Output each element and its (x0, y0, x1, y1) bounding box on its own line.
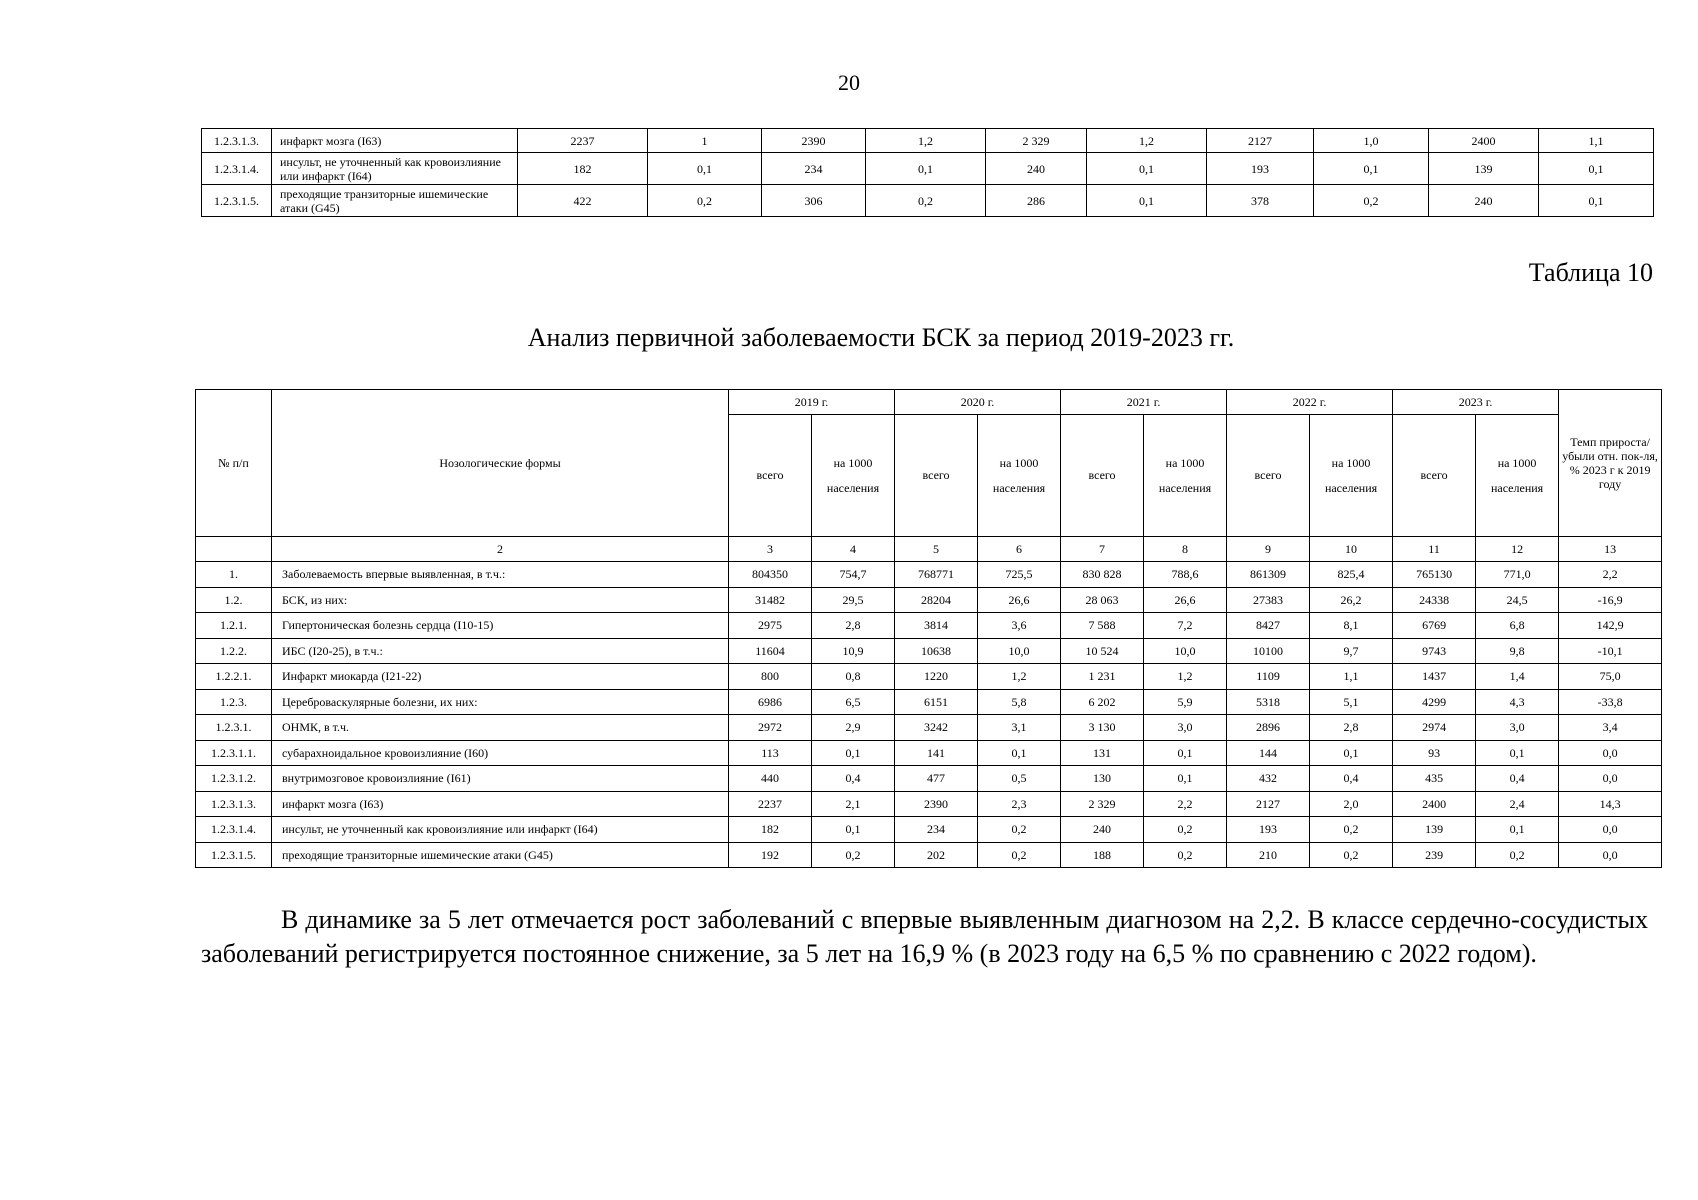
header-total: всего (895, 415, 978, 537)
table-row (196, 715, 1662, 741)
cell-value: 1,1 (1539, 129, 1654, 153)
cell-value: 0,4 (1476, 766, 1559, 792)
cell-value: 10100 (1227, 638, 1310, 664)
cell-value: 0,0 (1559, 740, 1662, 766)
row-code: 1.2.3. (196, 689, 272, 715)
row-code: 1.2.3.1.4. (196, 817, 272, 843)
cell-value: 31482 (729, 587, 812, 613)
header-per1000: на 1000 населения (1310, 415, 1393, 537)
row-name: Заболеваемость впервые выявленная, в т.ч.: (272, 562, 729, 588)
cell-value: 435 (1393, 766, 1476, 792)
row-name: внутримозговое кровоизлияние (I61) (272, 766, 729, 792)
cell-value: 0,0 (1559, 817, 1662, 843)
column-number: 12 (1476, 537, 1559, 562)
column-number: 4 (812, 537, 895, 562)
header-total: всего (1061, 415, 1144, 537)
cell-value: 0,2 (1476, 842, 1559, 868)
cell-value: -33,8 (1559, 689, 1662, 715)
cell-value: 2237 (518, 129, 648, 153)
row-name: Цереброваскулярные болезни, их них: (272, 689, 729, 715)
row-name: преходящие транзиторные ишемические атаки (G45) (272, 842, 729, 868)
row-code: 1.2.1. (196, 613, 272, 639)
cell-value: 234 (895, 817, 978, 843)
cell-value: 240 (986, 153, 1087, 185)
cell-value: 3,0 (1144, 715, 1227, 741)
header-num: № п/п (196, 390, 272, 537)
row-code: 1.2.3.1.5. (196, 842, 272, 868)
cell-value: 0,1 (1539, 153, 1654, 185)
cell-value: 754,7 (812, 562, 895, 588)
cell-value: 3,0 (1476, 715, 1559, 741)
row-name: инсульт, не уточненный как кровоизлияние или инфаркт (I64) (272, 153, 518, 185)
cell-value: 0,0 (1559, 766, 1662, 792)
cell-value: 2,2 (1559, 562, 1662, 588)
cell-value: 0,2 (648, 185, 762, 217)
cell-value: 5318 (1227, 689, 1310, 715)
row-code: 1.2.3.1.3. (202, 129, 272, 153)
cell-value: 5,9 (1144, 689, 1227, 715)
cell-value: 1,0 (1314, 129, 1429, 153)
cell-value: 432 (1227, 766, 1310, 792)
cell-value: 825,4 (1310, 562, 1393, 588)
cell-value: 3,1 (978, 715, 1061, 741)
cell-value: 861309 (1227, 562, 1310, 588)
cell-value: 2127 (1227, 791, 1310, 817)
cell-value: 10 524 (1061, 638, 1144, 664)
cell-value: 477 (895, 766, 978, 792)
cell-value: 2,4 (1476, 791, 1559, 817)
cell-value: 27383 (1227, 587, 1310, 613)
cell-value: 0,2 (978, 842, 1061, 868)
cell-value: 10,9 (812, 638, 895, 664)
cell-value: 6,5 (812, 689, 895, 715)
row-code: 1.2.3.1.3. (196, 791, 272, 817)
cell-value: 144 (1227, 740, 1310, 766)
cell-value: 5,1 (1310, 689, 1393, 715)
cell-value: 6,8 (1476, 613, 1559, 639)
cell-value: 0,5 (978, 766, 1061, 792)
table-row (196, 587, 1662, 613)
row-code: 1. (196, 562, 272, 588)
row-code: 1.2.3.1. (196, 715, 272, 741)
table-row (196, 766, 1662, 792)
cell-value: 11604 (729, 638, 812, 664)
cell-value: 10,0 (978, 638, 1061, 664)
cell-value: 2,8 (812, 613, 895, 639)
header-year: 2019 г. (729, 390, 895, 415)
body-paragraph: В динамике за 5 лет отмечается рост заболеваний с впервые выявленным диагнозом на 2,2. В классе сердечно-сосудистых заболеваний регистрируется постоянное снижение, за 5 лет на 16,9 % (в 2023 году на 6,5 % по сравнению с 2022 годом). (201, 905, 1648, 968)
cell-value: 131 (1061, 740, 1144, 766)
cell-value: 0,2 (1144, 842, 1227, 868)
table-row (202, 153, 1654, 185)
cell-value: 2896 (1227, 715, 1310, 741)
table-row (202, 129, 1654, 153)
header-year: 2020 г. (895, 390, 1061, 415)
cell-value: 139 (1429, 153, 1539, 185)
cell-value: 725,5 (978, 562, 1061, 588)
cell-value: 0,0 (1559, 842, 1662, 868)
cell-value: 210 (1227, 842, 1310, 868)
header-year: 2021 г. (1061, 390, 1227, 415)
cell-value: 234 (762, 153, 866, 185)
cell-value: 830 828 (1061, 562, 1144, 588)
cell-value: 142,9 (1559, 613, 1662, 639)
cell-value: 3242 (895, 715, 978, 741)
cell-value: 788,6 (1144, 562, 1227, 588)
cell-value: 10,0 (1144, 638, 1227, 664)
row-name: инфаркт мозга (I63) (272, 791, 729, 817)
cell-value: 182 (518, 153, 648, 185)
row-name: преходящие транзиторные ишемические атаки (G45) (272, 185, 518, 217)
cell-value: 1,4 (1476, 664, 1559, 690)
cell-value: 0,1 (1310, 740, 1393, 766)
row-code: 1.2.2.1. (196, 664, 272, 690)
cell-value: 0,2 (1314, 185, 1429, 217)
row-code: 1.2.3.1.4. (202, 153, 272, 185)
cell-value: 10638 (895, 638, 978, 664)
cell-value: 182 (729, 817, 812, 843)
table-row (196, 842, 1662, 868)
cell-value: 2390 (895, 791, 978, 817)
header-name: Нозологические формы (272, 390, 729, 537)
table-row (196, 791, 1662, 817)
cell-value: 24,5 (1476, 587, 1559, 613)
column-number: 10 (1310, 537, 1393, 562)
row-name: субарахноидальное кровоизлияние (I60) (272, 740, 729, 766)
cell-value: 2 329 (986, 129, 1087, 153)
header-per1000: на 1000 населения (978, 415, 1061, 537)
cell-value: 1220 (895, 664, 978, 690)
cell-value: 0,1 (1314, 153, 1429, 185)
cell-value: 422 (518, 185, 648, 217)
cell-value: 0,1 (648, 153, 762, 185)
cell-value: 0,2 (1310, 817, 1393, 843)
cell-value: 0,4 (1310, 766, 1393, 792)
cell-value: 9,8 (1476, 638, 1559, 664)
row-name: Инфаркт миокарда (I21-22) (272, 664, 729, 690)
cell-value: 193 (1227, 817, 1310, 843)
cell-value: 26,6 (978, 587, 1061, 613)
cell-value: 113 (729, 740, 812, 766)
cell-value: 2237 (729, 791, 812, 817)
row-name: инсульт, не уточненный как кровоизлияние или инфаркт (I64) (272, 817, 729, 843)
cell-value: 75,0 (1559, 664, 1662, 690)
cell-value: 7,2 (1144, 613, 1227, 639)
row-code: 1.2. (196, 587, 272, 613)
row-code: 1.2.2. (196, 638, 272, 664)
cell-value: 0,1 (812, 817, 895, 843)
cell-value: 188 (1061, 842, 1144, 868)
cell-value: 2,0 (1310, 791, 1393, 817)
header-growth: Темп прироста/ убыли отн. пок-ля, % 2023 г к 2019 году (1559, 390, 1662, 537)
table-row (196, 817, 1662, 843)
cell-value: 5,8 (978, 689, 1061, 715)
cell-value: 3 130 (1061, 715, 1144, 741)
cell-value: 1109 (1227, 664, 1310, 690)
cell-value: 2400 (1429, 129, 1539, 153)
cell-value: 26,6 (1144, 587, 1227, 613)
row-name: Гипертоническая болезнь сердца (I10-15) (272, 613, 729, 639)
cell-value: 6986 (729, 689, 812, 715)
cell-value: 3,4 (1559, 715, 1662, 741)
header-per1000: на 1000 населения (1144, 415, 1227, 537)
table-label: Таблица 10 (1528, 258, 1653, 287)
cell-value: 28204 (895, 587, 978, 613)
cell-value: 4299 (1393, 689, 1476, 715)
column-number: 6 (978, 537, 1061, 562)
cell-value: 1,2 (978, 664, 1061, 690)
table-row (196, 562, 1662, 588)
cell-value: 2,2 (1144, 791, 1227, 817)
header-year: 2022 г. (1227, 390, 1393, 415)
cell-value: 0,1 (1087, 185, 1207, 217)
cell-value: 193 (1207, 153, 1314, 185)
table-row (196, 638, 1662, 664)
cell-value: 6151 (895, 689, 978, 715)
cell-value: 8427 (1227, 613, 1310, 639)
cell-value: -16,9 (1559, 587, 1662, 613)
table-row (196, 689, 1662, 715)
cell-value: 6 202 (1061, 689, 1144, 715)
column-number: 3 (729, 537, 812, 562)
cell-value: 3,6 (978, 613, 1061, 639)
top-table (201, 128, 1654, 217)
column-number: 5 (895, 537, 978, 562)
cell-value: 29,5 (812, 587, 895, 613)
cell-value: 0,1 (978, 740, 1061, 766)
cell-value: 0,2 (866, 185, 986, 217)
cell-value: 9,7 (1310, 638, 1393, 664)
cell-value: -10,1 (1559, 638, 1662, 664)
header-year: 2023 г. (1393, 390, 1559, 415)
cell-value: 768771 (895, 562, 978, 588)
cell-value: 0,1 (1476, 817, 1559, 843)
header-total: всего (1227, 415, 1310, 537)
cell-value: 306 (762, 185, 866, 217)
table-row (196, 664, 1662, 690)
cell-value: 804350 (729, 562, 812, 588)
cell-value: 2974 (1393, 715, 1476, 741)
cell-value: 0,8 (812, 664, 895, 690)
main-table (195, 389, 1662, 868)
cell-value: 2975 (729, 613, 812, 639)
cell-value: 28 063 (1061, 587, 1144, 613)
cell-value: 139 (1393, 817, 1476, 843)
cell-value: 26,2 (1310, 587, 1393, 613)
cell-value: 2 329 (1061, 791, 1144, 817)
row-code: 1.2.3.1.5. (202, 185, 272, 217)
cell-value: 0,1 (866, 153, 986, 185)
cell-value: 2,9 (812, 715, 895, 741)
column-number: 9 (1227, 537, 1310, 562)
header-per1000: на 1000 населения (812, 415, 895, 537)
table-title: Анализ первичной заболеваемости БСК за период 2019-2023 гг. (527, 323, 1235, 352)
cell-value: 2,3 (978, 791, 1061, 817)
cell-value: 0,1 (1539, 185, 1654, 217)
cell-value: 239 (1393, 842, 1476, 868)
row-name: инфаркт мозга (I63) (272, 129, 518, 153)
cell-value: 2972 (729, 715, 812, 741)
cell-value: 4,3 (1476, 689, 1559, 715)
cell-value: 0,4 (812, 766, 895, 792)
column-number: 7 (1061, 537, 1144, 562)
cell-value: 1,2 (1087, 129, 1207, 153)
table-row (202, 185, 1654, 217)
cell-value: 24338 (1393, 587, 1476, 613)
cell-value: 192 (729, 842, 812, 868)
cell-value: 93 (1393, 740, 1476, 766)
page-number: 20 (838, 70, 860, 95)
column-number: 11 (1393, 537, 1476, 562)
cell-value: 1 231 (1061, 664, 1144, 690)
cell-value: 240 (1429, 185, 1539, 217)
cell-value: 1,2 (1144, 664, 1227, 690)
column-number: 8 (1144, 537, 1227, 562)
cell-value: 0,1 (1144, 740, 1227, 766)
cell-value: 130 (1061, 766, 1144, 792)
table-row (196, 613, 1662, 639)
cell-value: 2,1 (812, 791, 895, 817)
row-code: 1.2.3.1.2. (196, 766, 272, 792)
cell-value: 0,1 (1476, 740, 1559, 766)
row-name: ИБС (I20-25), в т.ч.: (272, 638, 729, 664)
cell-value: 0,2 (1144, 817, 1227, 843)
cell-value: 2400 (1393, 791, 1476, 817)
cell-value: 378 (1207, 185, 1314, 217)
cell-value: 0,1 (1144, 766, 1227, 792)
row-code: 1.2.3.1.1. (196, 740, 272, 766)
header-per1000: на 1000 населения (1476, 415, 1559, 537)
cell-value: 1,1 (1310, 664, 1393, 690)
cell-value: 0,2 (812, 842, 895, 868)
cell-value: 6769 (1393, 613, 1476, 639)
cell-value: 0,1 (1087, 153, 1207, 185)
cell-value: 1437 (1393, 664, 1476, 690)
column-number: 2 (272, 537, 729, 562)
cell-value: 440 (729, 766, 812, 792)
column-number: 13 (1559, 537, 1662, 562)
cell-value: 1,2 (866, 129, 986, 153)
table-row (196, 740, 1662, 766)
cell-value: 3814 (895, 613, 978, 639)
cell-value: 0,2 (978, 817, 1061, 843)
cell-value: 771,0 (1476, 562, 1559, 588)
cell-value: 2390 (762, 129, 866, 153)
cell-value: 141 (895, 740, 978, 766)
cell-value: 14,3 (1559, 791, 1662, 817)
cell-value: 2127 (1207, 129, 1314, 153)
row-name: ОНМК, в т.ч. (272, 715, 729, 741)
cell-value: 765130 (1393, 562, 1476, 588)
cell-value: 800 (729, 664, 812, 690)
header-total: всего (1393, 415, 1476, 537)
cell-value: 240 (1061, 817, 1144, 843)
cell-value: 286 (986, 185, 1087, 217)
cell-value: 0,2 (1310, 842, 1393, 868)
column-number (196, 537, 272, 562)
cell-value: 9743 (1393, 638, 1476, 664)
cell-value: 0,1 (812, 740, 895, 766)
cell-value: 202 (895, 842, 978, 868)
cell-value: 8,1 (1310, 613, 1393, 639)
cell-value: 1 (648, 129, 762, 153)
cell-value: 2,8 (1310, 715, 1393, 741)
row-name: БСК, из них: (272, 587, 729, 613)
cell-value: 7 588 (1061, 613, 1144, 639)
header-total: всего (729, 415, 812, 537)
